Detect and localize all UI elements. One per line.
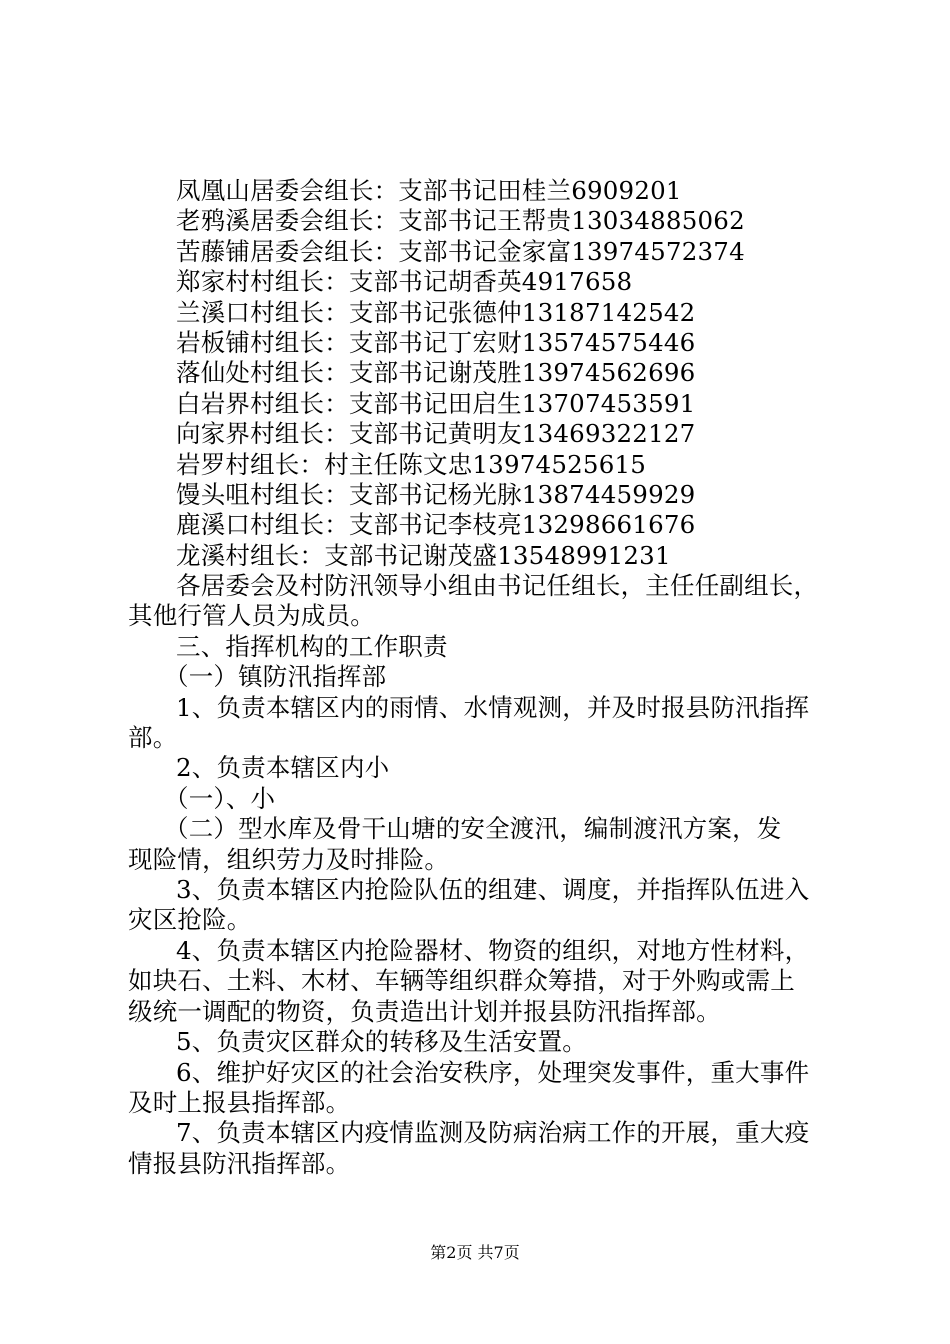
- contact-line: 岩罗村组长：村主任陈文忠13974525615: [176, 449, 647, 479]
- contact-line: 馒头咀村组长：支部书记杨光脉13874459929: [176, 479, 696, 509]
- contact-line: 苦藤铺居委会组长：支部书记金家富13974572374: [176, 236, 745, 266]
- contact-line: 白岩界村组长：支部书记田启生13707453591: [176, 388, 696, 418]
- duty-6: 6、维护好灾区的社会治安秩序，处理突发事件，重大事件 及时上报县指挥部。: [128, 1057, 810, 1117]
- contact-line: 老鸦溪居委会组长：支部书记王帮贵13034885062: [176, 206, 745, 236]
- document-body: [128, 176, 840, 1179]
- duty-4: 4、负责本辖区内抢险器材、物资的组织，对地方性材料， 如块石、土料、木材、车辆等组织群众筹措，对于外购或需上 级统一调配的物资，负责造出计划并报县防汛指挥部。: [128, 935, 810, 1026]
- contact-line: 郑家村村组长：支部书记胡香英4917658: [176, 267, 633, 297]
- duty-3: 3、负责本辖区内抢险队伍的组建、调度，并指挥队伍进入 灾区抢险。: [128, 875, 810, 935]
- duty-7: 7、负责本辖区内疫情监测及防病治病工作的开展，重大疫 情报县防汛指挥部。: [128, 1118, 810, 1178]
- duty-2-sub-b: （二）型水库及骨干山塘的安全渡汛，编制渡汛方案，发 现险情，组织劳力及时排险。: [128, 814, 782, 874]
- contact-line: 凤凰山居委会组长：支部书记田桂兰6909201: [176, 176, 682, 205]
- subsection-title: （一）镇防汛指挥部: [164, 662, 387, 692]
- duty-2: 2、负责本辖区内小: [176, 753, 390, 783]
- contact-line: 龙溪村组长：支部书记谢茂盛13548991231: [176, 540, 671, 570]
- contact-line: 向家界村组长：支部书记黄明友13469322127: [176, 419, 696, 449]
- contact-line: 落仙处村组长：支部书记谢茂胜13974562696: [176, 358, 696, 388]
- contact-line: 兰溪口村组长：支部书记张德仲13187142542: [176, 297, 696, 327]
- section-title: 三、指挥机构的工作职责: [176, 631, 448, 661]
- duty-1: 1、负责本辖区内的雨情、水情观测，并及时报县防汛指挥 部。: [128, 692, 810, 753]
- contact-line: 岩板铺村组长：支部书记丁宏财13574575446: [176, 327, 696, 357]
- page-footer: 第2页 共7页: [430, 1243, 520, 1262]
- duty-2-sub-a: （一）、小: [164, 783, 276, 813]
- composition-paragraph: 各居委会及村防汛领导小组由书记任组长，主任任副组长， 其他行管人员为成员。: [128, 571, 819, 631]
- contact-list: [128, 176, 840, 571]
- contact-line: 鹿溪口村组长：支部书记李枝亮13298661676: [176, 510, 696, 540]
- duty-5: 5、负责灾区群众的转移及生活安置。: [176, 1027, 587, 1057]
